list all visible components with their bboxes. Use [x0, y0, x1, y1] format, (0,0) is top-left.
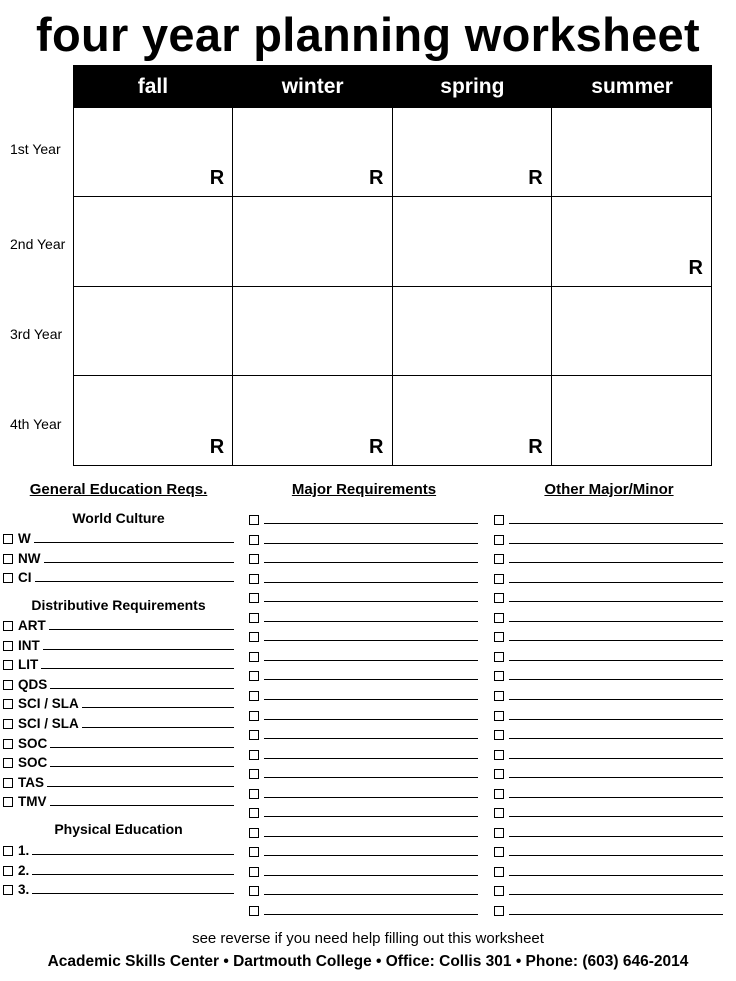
checklist-item [494, 509, 723, 527]
checkbox[interactable] [249, 652, 259, 662]
season-winter: winter [281, 75, 344, 98]
checkbox[interactable] [494, 535, 504, 545]
write-in-line[interactable] [264, 581, 478, 583]
checklist-item [494, 861, 723, 879]
write-in-line[interactable] [509, 542, 723, 544]
checkbox[interactable] [3, 534, 13, 544]
checklist-item [494, 568, 723, 586]
write-in-line[interactable] [47, 785, 234, 787]
checklist-item [249, 646, 478, 664]
write-in-line[interactable] [264, 874, 478, 876]
season-fall: fall [137, 75, 169, 98]
checkbox[interactable] [3, 660, 13, 670]
checklist-item [494, 685, 723, 703]
write-in-line[interactable] [264, 757, 478, 759]
grid-cell[interactable] [74, 376, 233, 465]
grid-cell[interactable] [393, 197, 552, 286]
requirement-code: 1. [18, 843, 30, 858]
checklist-item [249, 548, 478, 566]
grid-cell[interactable] [552, 108, 711, 197]
checklist-item [249, 705, 478, 723]
write-in-line[interactable] [264, 796, 478, 798]
requirement-code: 3. [18, 882, 30, 898]
write-in-line[interactable] [50, 765, 234, 767]
grid-cell[interactable] [74, 287, 233, 376]
checklist-item [494, 822, 723, 840]
checkbox[interactable] [249, 730, 259, 740]
write-in-line[interactable] [35, 580, 235, 582]
checkbox[interactable] [494, 711, 504, 721]
write-in-line[interactable] [264, 698, 478, 700]
write-in-line[interactable] [264, 835, 478, 837]
checklist-item [494, 705, 723, 723]
checkbox[interactable] [249, 671, 259, 681]
checklist-item [494, 783, 723, 801]
checkbox[interactable] [494, 750, 504, 760]
checkbox[interactable] [249, 593, 259, 603]
write-in-line[interactable] [264, 678, 478, 680]
checkbox[interactable] [249, 711, 259, 721]
checkbox[interactable] [494, 632, 504, 642]
write-in-line[interactable] [264, 522, 478, 524]
checkbox[interactable] [249, 613, 259, 623]
write-in-line[interactable] [82, 706, 234, 708]
checklist-item [3, 674, 234, 692]
checkbox[interactable] [3, 885, 13, 895]
write-in-line[interactable] [509, 718, 723, 720]
checkbox[interactable] [249, 554, 259, 564]
write-in-line[interactable] [264, 737, 478, 739]
checkbox[interactable] [494, 789, 504, 799]
checkbox[interactable] [3, 739, 13, 749]
grid-cell[interactable] [233, 376, 392, 465]
checklist-item [249, 529, 478, 547]
write-in-line[interactable] [509, 776, 723, 778]
planning-grid [73, 65, 712, 466]
write-in-line[interactable] [264, 854, 478, 856]
requirement-code: 2. [18, 862, 30, 878]
grid-cell[interactable] [393, 108, 552, 197]
grid-cell[interactable] [393, 287, 552, 376]
write-in-line[interactable] [264, 639, 478, 641]
checklist-item [249, 587, 478, 605]
write-in-line[interactable] [32, 853, 234, 855]
checklist-item [494, 607, 723, 625]
write-in-line[interactable] [509, 893, 723, 895]
write-in-line[interactable] [41, 667, 234, 669]
checkbox[interactable] [3, 778, 13, 788]
season-summer: summer [591, 75, 673, 98]
checklist-item [3, 567, 234, 585]
checkbox[interactable] [3, 866, 13, 876]
checklist-item [494, 841, 723, 859]
checklist-item [249, 724, 478, 742]
required-marker: R [209, 436, 225, 458]
write-in-line[interactable] [509, 659, 723, 661]
checklist-item [3, 528, 234, 546]
write-in-line[interactable] [82, 726, 234, 728]
write-in-line[interactable] [44, 561, 235, 563]
checkbox[interactable] [3, 621, 13, 631]
write-in-line[interactable] [264, 893, 478, 895]
checkbox[interactable] [494, 867, 504, 877]
write-in-line[interactable] [509, 581, 723, 583]
required-marker: R [528, 436, 543, 458]
requirement-code: SCI / SLA [18, 716, 79, 731]
checklist-item [3, 772, 234, 790]
required-marker: R [369, 167, 384, 190]
checklist-item [249, 900, 478, 918]
write-in-line[interactable] [509, 639, 723, 641]
write-in-line[interactable] [509, 561, 723, 563]
checkbox[interactable] [3, 680, 13, 690]
grid-cell[interactable] [552, 197, 711, 286]
footer-contact: Academic Skills Center • Dartmouth College • Office: Collis 301 • Phone: (603) 646-2014 [47, 953, 689, 970]
checklist-item [494, 763, 723, 781]
checkbox[interactable] [494, 730, 504, 740]
checklist-item [249, 783, 478, 801]
grid-cell[interactable] [233, 197, 392, 286]
checklist-item [249, 880, 478, 898]
checklist-item [249, 509, 478, 527]
physical-ed-heading: Physical Education [54, 821, 183, 837]
requirement-code: TMV [18, 794, 47, 810]
requirement-code: LIT [18, 657, 39, 673]
write-in-line[interactable] [50, 687, 234, 689]
checkbox[interactable] [494, 847, 504, 857]
checkbox[interactable] [494, 613, 504, 623]
required-marker: R [688, 256, 703, 279]
checklist-item [494, 880, 723, 898]
write-in-line[interactable] [34, 541, 234, 543]
requirement-code: TAS [18, 774, 44, 790]
checkbox[interactable] [3, 641, 13, 651]
year-label-2: 2nd Year [10, 236, 66, 252]
checklist-item [494, 646, 723, 664]
checklist-item [3, 548, 234, 566]
checkbox[interactable] [249, 789, 259, 799]
checkbox[interactable] [494, 691, 504, 701]
requirement-code: QDS [18, 676, 48, 692]
checkbox[interactable] [494, 515, 504, 525]
grid-cell[interactable] [74, 197, 233, 286]
requirement-code: SOC [18, 755, 48, 771]
required-marker: R [209, 167, 225, 190]
checklist-item [249, 861, 478, 879]
write-in-line[interactable] [264, 718, 478, 720]
checklist-item [494, 587, 723, 605]
requirement-code: NW [18, 550, 41, 566]
grid-cell[interactable] [552, 376, 711, 465]
checkbox[interactable] [494, 828, 504, 838]
checklist-item [249, 607, 478, 625]
checklist-item [249, 802, 478, 820]
write-in-line[interactable] [264, 776, 478, 778]
required-marker: R [528, 167, 543, 190]
checkbox[interactable] [494, 652, 504, 662]
write-in-line[interactable] [264, 815, 478, 817]
requirement-code: CI [18, 570, 32, 586]
write-in-line[interactable] [49, 628, 234, 630]
checkbox[interactable] [249, 906, 259, 916]
checkbox[interactable] [3, 699, 13, 709]
other-heading: Other Major/Minor [544, 481, 674, 498]
checklist-item [3, 752, 234, 770]
checklist-item [494, 626, 723, 644]
season-spring: spring [440, 75, 505, 98]
write-in-line[interactable] [50, 804, 235, 806]
checklist-item [494, 900, 723, 918]
checkbox[interactable] [249, 750, 259, 760]
checklist-item [494, 802, 723, 820]
year-label-1: 1st Year [10, 141, 61, 157]
checklist-item [249, 822, 478, 840]
checkbox[interactable] [249, 691, 259, 701]
checklist-item [249, 626, 478, 644]
checkbox[interactable] [494, 886, 504, 896]
checklist-item [249, 763, 478, 781]
required-marker: R [369, 436, 384, 458]
grid-cell[interactable] [233, 108, 392, 197]
major-heading: Major Requirements [291, 481, 437, 498]
grid-cell[interactable] [393, 376, 552, 465]
checklist-item [494, 744, 723, 762]
checklist-item [3, 654, 234, 672]
grid-cell[interactable] [74, 108, 233, 197]
checkbox[interactable] [3, 719, 13, 729]
write-in-line[interactable] [264, 542, 478, 544]
write-in-line[interactable] [509, 796, 723, 798]
checkbox[interactable] [3, 554, 13, 564]
world-culture-heading: World Culture [72, 510, 165, 526]
checklist-item [494, 665, 723, 683]
requirement-code: SOC [18, 735, 48, 751]
checkbox[interactable] [494, 769, 504, 779]
write-in-line[interactable] [43, 648, 234, 650]
checkbox[interactable] [249, 769, 259, 779]
write-in-line[interactable] [264, 913, 478, 915]
checklist-item [249, 841, 478, 859]
write-in-line[interactable] [509, 854, 723, 856]
checkbox[interactable] [249, 574, 259, 584]
checkbox[interactable] [494, 554, 504, 564]
checkbox[interactable] [249, 535, 259, 545]
grid-cell[interactable] [552, 287, 711, 376]
write-in-line[interactable] [264, 561, 478, 563]
write-in-line[interactable] [50, 746, 234, 748]
season-header-row [73, 65, 712, 108]
checklist-item [3, 615, 234, 633]
write-in-line[interactable] [32, 892, 234, 894]
checklist-item [3, 860, 234, 878]
checkbox[interactable] [249, 828, 259, 838]
checkbox[interactable] [494, 808, 504, 818]
checklist-item [3, 840, 234, 858]
checkbox[interactable] [249, 867, 259, 877]
checklist-item [3, 791, 234, 809]
checkbox[interactable] [249, 515, 259, 525]
checkbox[interactable] [494, 593, 504, 603]
checkbox[interactable] [3, 797, 13, 807]
gen-ed-heading: General Education Reqs. [29, 481, 208, 498]
write-in-line[interactable] [509, 913, 723, 915]
checkbox[interactable] [249, 886, 259, 896]
checkbox[interactable] [494, 906, 504, 916]
checkbox[interactable] [3, 573, 13, 583]
checklist-item [249, 568, 478, 586]
checklist-item [3, 693, 234, 711]
requirement-code: W [18, 531, 31, 546]
checkbox[interactable] [3, 758, 13, 768]
checklist-item [494, 548, 723, 566]
checklist-item [494, 529, 723, 547]
write-in-line[interactable] [509, 757, 723, 759]
checklist-item [249, 665, 478, 683]
requirement-code: SCI / SLA [18, 696, 79, 712]
write-in-line[interactable] [509, 874, 723, 876]
write-in-line[interactable] [509, 522, 723, 524]
write-in-line[interactable] [264, 659, 478, 661]
write-in-line[interactable] [509, 678, 723, 680]
checklist-item [3, 879, 234, 897]
checklist-item [3, 635, 234, 653]
write-in-line[interactable] [264, 600, 478, 602]
write-in-line[interactable] [509, 620, 723, 622]
checklist-item [249, 685, 478, 703]
write-in-line[interactable] [509, 835, 723, 837]
page-title: four year planning worksheet [36, 8, 700, 61]
footer-note: see reverse if you need help filling out this worksheet [192, 930, 544, 947]
grid-body [73, 107, 712, 466]
year-label-4: 4th Year [10, 416, 62, 432]
write-in-line[interactable] [32, 873, 234, 875]
requirement-code: INT [18, 637, 40, 653]
checkbox[interactable] [3, 846, 13, 856]
distributive-heading: Distributive Requirements [31, 597, 206, 613]
write-in-line[interactable] [509, 698, 723, 700]
grid-cell[interactable] [233, 287, 392, 376]
write-in-line[interactable] [509, 600, 723, 602]
checkbox[interactable] [249, 808, 259, 818]
year-label-3: 3rd Year [10, 326, 63, 342]
checkbox[interactable] [249, 847, 259, 857]
checklist-item [3, 733, 234, 751]
checkbox[interactable] [494, 671, 504, 681]
checklist-item [494, 724, 723, 742]
write-in-line[interactable] [509, 737, 723, 739]
write-in-line[interactable] [509, 815, 723, 817]
checkbox[interactable] [249, 632, 259, 642]
write-in-line[interactable] [264, 620, 478, 622]
checklist-item [3, 713, 234, 731]
checkbox[interactable] [494, 574, 504, 584]
checklist-item [249, 744, 478, 762]
requirement-code: ART [18, 618, 46, 633]
